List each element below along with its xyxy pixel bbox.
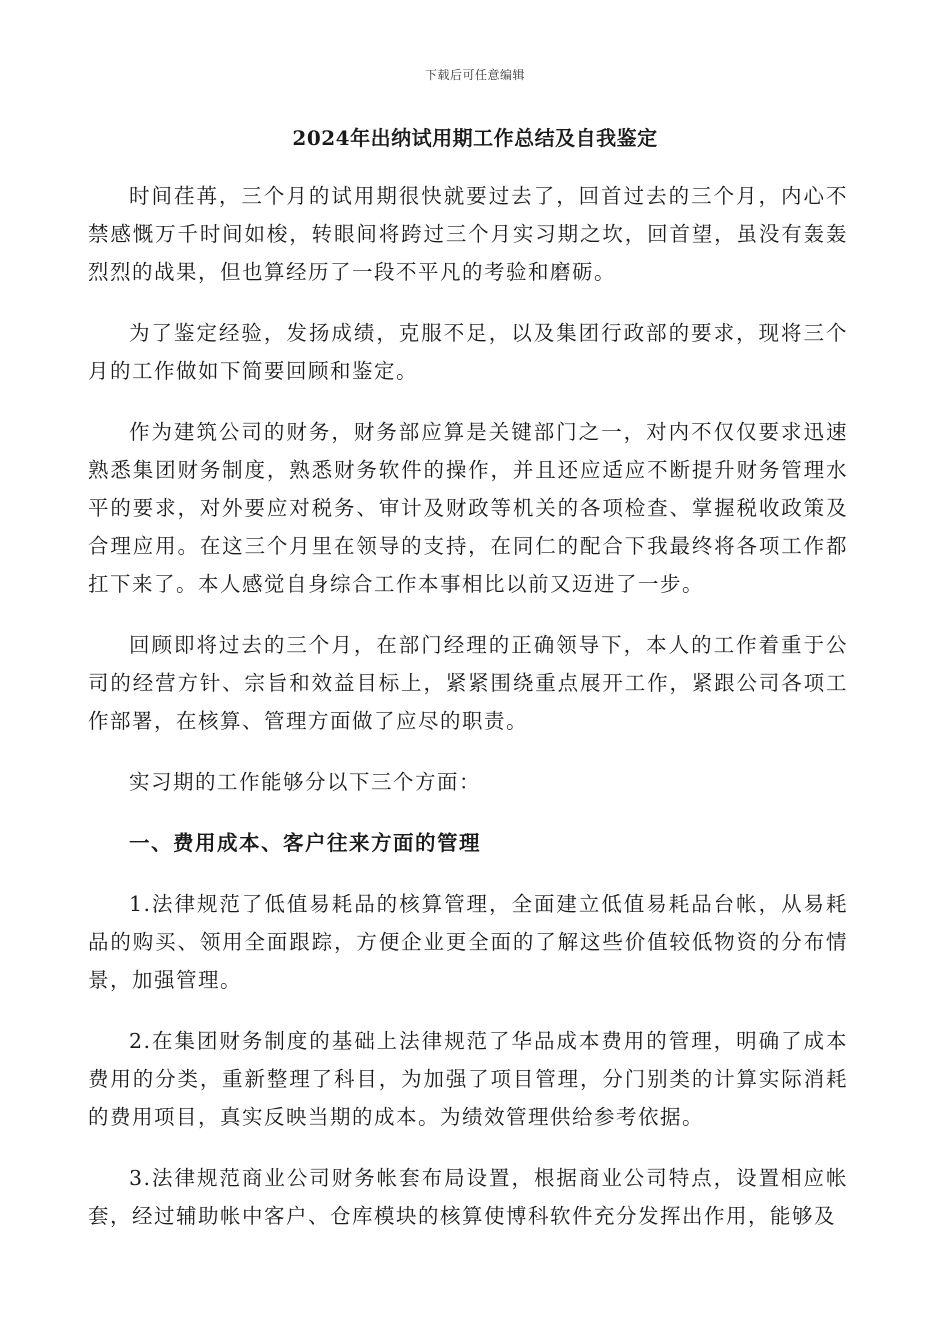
list-item: 3.法律规范商业公司财务帐套布局设置，根据商业公司特点，设置相应帐套，经过辅助帐中客户、仓库模块的核算使博科软件充分发挥出作用，能够及 bbox=[88, 1166, 848, 1228]
section-heading: 一、费用成本、客户往来方面的管理 bbox=[129, 831, 481, 855]
paragraph: 实习期的工作能够分以下三个方面： bbox=[129, 770, 481, 794]
document-title: 2024年出纳试用期工作总结及自我鉴定 bbox=[292, 126, 658, 150]
paragraph: 为了鉴定经验，发扬成绩，克服不足，以及集团行政部的要求，现将三个月的工作做如下简要回顾和鉴定。 bbox=[88, 321, 848, 383]
header-note: 下载后可任意编辑 bbox=[424, 68, 525, 82]
paragraph: 时间荏苒，三个月的试用期很快就要过去了，回首过去的三个月，内心不禁感慨万千时间如梭，转眼间将跨过三个月实习期之坎，回首望，虽没有轰轰烈烈的战果，但也算经历了一段不平凡的考验和磨砺。 bbox=[88, 184, 848, 284]
list-item: 1.法律规范了低值易耗品的核算管理，全面建立低值易耗品台帐，从易耗品的购买、领用全面跟踪，方便企业更全面的了解这些价值较低物资的分布情景，加强管理。 bbox=[88, 892, 848, 992]
paragraph: 作为建筑公司的财务，财务部应算是关键部门之一，对内不仅仅要求迅速熟悉集团财务制度，熟悉财务软件的操作，并且还应适应不断提升财务管理水平的要求，对外要应对税务、审计及财政等机关的各项检查、掌握税收政策及合理应用。在这三个月里在领导的支持，在同仁的配合下我最终将各项工作都扛下来了。本人感觉自身综合工作本事相比以前又迈进了一步。 bbox=[88, 420, 848, 596]
list-item: 2.在集团财务制度的基础上法律规范了华品成本费用的管理，明确了成本费用的分类，重新整理了科目，为加强了项目管理，分门别类的计算实际消耗的费用项目，真实反映当期的成本。为绩效管理供给参考依据。 bbox=[88, 1029, 848, 1129]
document-body bbox=[88, 177, 848, 1258]
paragraph: 回顾即将过去的三个月，在部门经理的正确领导下，本人的工作着重于公司的经营方针、宗旨和效益目标上，紧紧围绕重点展开工作，紧跟公司各项工作部署，在核算、管理方面做了应尽的职责。 bbox=[88, 633, 848, 733]
